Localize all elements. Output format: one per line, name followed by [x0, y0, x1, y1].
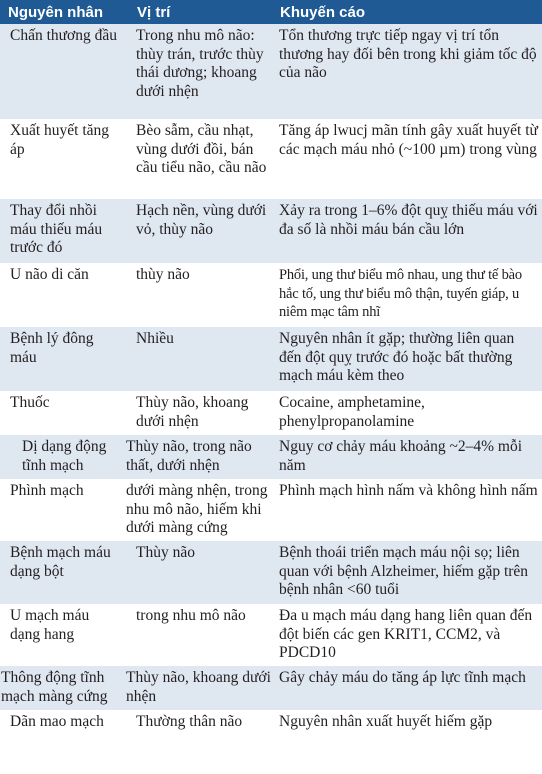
cell-note: Xảy ra trong 1–6% đột quỵ thiếu máu với đa số là nhồi máu bán cầu lớn — [276, 199, 542, 263]
table-row — [0, 666, 542, 710]
table-row — [0, 263, 542, 327]
header-location: Vị trí — [123, 0, 276, 24]
cell-note: Phình mạch hình nấm và không hình nấm — [276, 479, 542, 541]
cell-cause: Bệnh lý đông máu — [0, 327, 123, 391]
cell-location: Hạch nền, vùng dưới vỏ, thùy não — [123, 199, 276, 263]
table-row — [0, 710, 542, 754]
cell-cause: Bệnh mạch máu dạng bột — [0, 541, 123, 604]
cell-note: Cocaine, amphetamine, phenylpropanolamine — [276, 391, 542, 435]
header-cause: Nguyên nhân — [0, 0, 123, 24]
table-header-row — [0, 0, 542, 24]
cell-note: Tổn thương trực tiếp ngay vị trí tổn thương hay đối bên trong khi giảm tốc độ của não — [276, 24, 542, 119]
cell-cause: Thuốc — [0, 391, 123, 435]
cell-location: Bèo sẫm, cầu nhạt, vùng dưới đồi, bán cầu tiểu não, cầu não — [123, 119, 276, 199]
cell-note: Phổi, ung thư biểu mô nhau, ung thư tế bào hắc tố, ung thư biểu mô thận, tuyến giáp, u niêm mạc tâm nhĩ — [276, 263, 542, 327]
cell-cause: Dãn mao mạch — [0, 710, 123, 754]
cell-cause: Thông động tĩnh mạch màng cứng — [0, 666, 123, 710]
cell-note: Bệnh thoái triển mạch máu nội sọ; liên quan với bệnh Alzheimer, hiếm gặp trên bệnh nhân <60 tuổi — [276, 541, 542, 604]
cell-cause: Xuất huyết tăng áp — [0, 119, 123, 199]
cell-note: Nguy cơ chảy máu khoảng ~2–4% mỗi năm — [276, 435, 542, 479]
table-row — [0, 391, 542, 435]
cell-cause: U não di căn — [0, 263, 123, 327]
cell-note: Nguyên nhân xuất huyết hiếm gặp — [276, 710, 542, 754]
table-row — [0, 479, 542, 541]
cell-location: Thùy não, khoang dưới nhện — [123, 391, 276, 435]
table-row — [0, 199, 542, 263]
cell-cause: Thay đổi nhồi máu thiếu máu trước đó — [0, 199, 123, 263]
table-row — [0, 327, 542, 391]
table-row — [0, 604, 542, 666]
cell-cause: U mạch máu dạng hang — [0, 604, 123, 666]
table-row — [0, 24, 542, 119]
cell-note: Tăng áp lwucj mãn tính gây xuất huyết từ các mạch máu nhỏ (~100 µm) trong vùng — [276, 119, 542, 199]
table-row — [0, 541, 542, 604]
table-row — [0, 119, 542, 199]
cell-location: Nhiều — [123, 327, 276, 391]
cell-note: Đa u mạch máu dạng hang liên quan đến đột biến các gen KRIT1, CCM2, và PDCD10 — [276, 604, 542, 666]
cell-location: dưới màng nhện, trong nhu mô não, hiếm khi dưới màng cứng — [123, 479, 276, 541]
cell-location: Trong nhu mô não: thùy trán, trước thùy thái dương; khoang dưới nhện — [123, 24, 276, 119]
cell-note: Nguyên nhân ít gặp; thường liên quan đến đột quỵ trước đó hoặc bất thường mạch máu kèm theo — [276, 327, 542, 391]
header-recommendation: Khuyến cáo — [276, 0, 542, 24]
cell-location: Thùy não, trong não thất, dưới nhện — [123, 435, 276, 479]
cell-location: trong nhu mô não — [123, 604, 276, 666]
cell-note: Gây chảy máu do tăng áp lực tĩnh mạch — [276, 666, 542, 710]
cell-cause: Phình mạch — [0, 479, 123, 541]
cell-location: Thùy não, khoang dưới nhện — [123, 666, 276, 710]
cell-cause: Dị dạng động tĩnh mạch — [0, 435, 123, 479]
cell-location: Thường thân não — [123, 710, 276, 754]
table-row — [0, 435, 542, 479]
cell-cause: Chấn thương đầu — [0, 24, 123, 119]
cell-location: Thùy não — [123, 541, 276, 604]
cell-location: thùy não — [123, 263, 276, 327]
